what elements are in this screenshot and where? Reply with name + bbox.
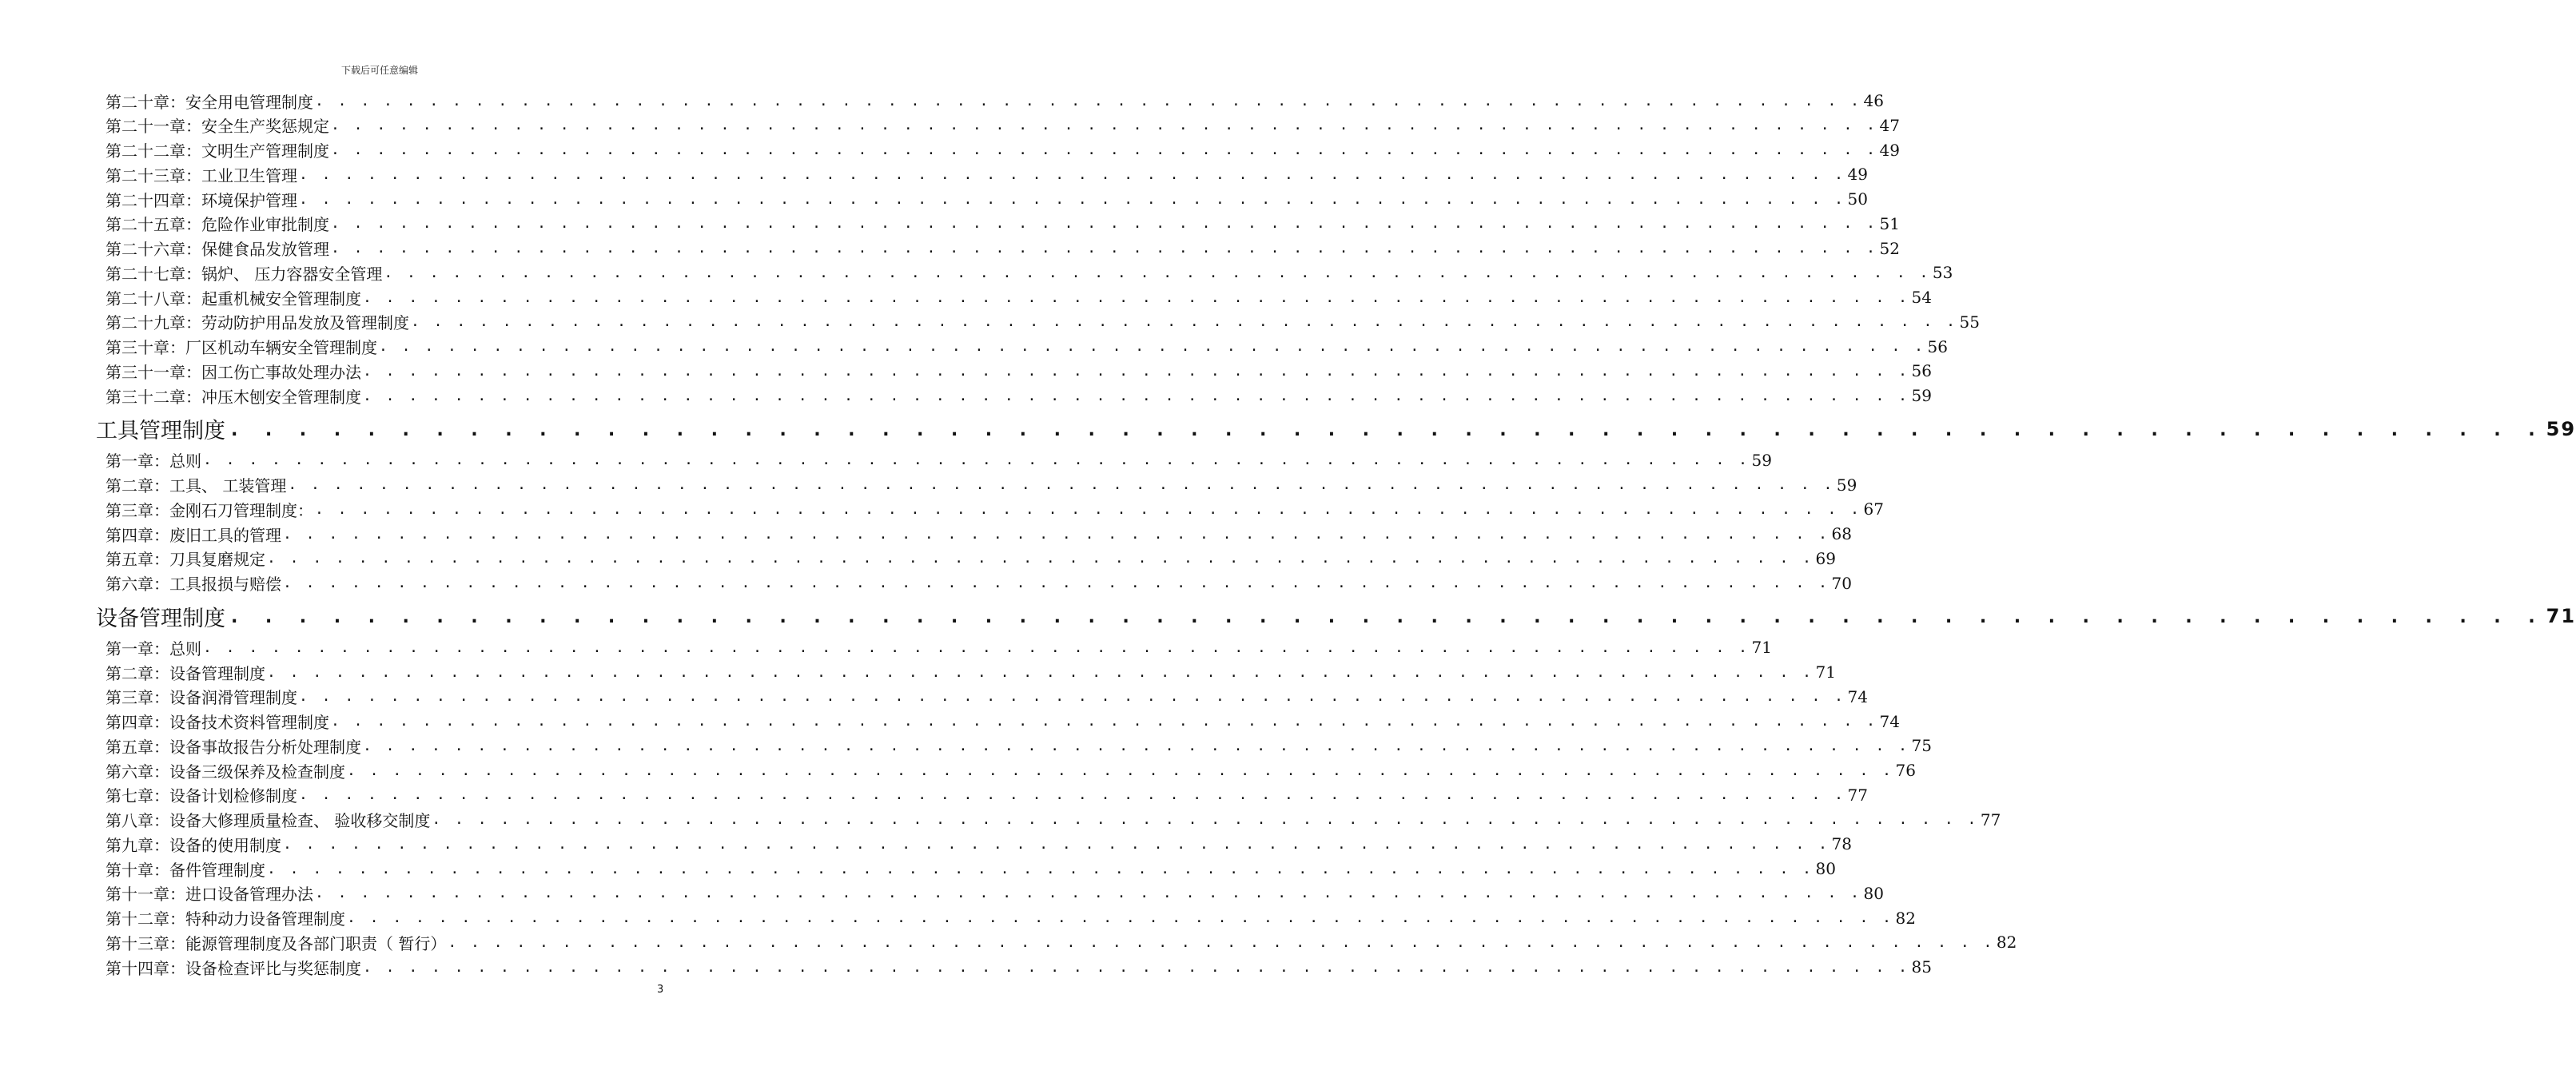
entry-page-number: 76 xyxy=(1895,761,1916,780)
dot-leader: . . . . . . . . . . . . . . . . . . . . . . . . . . . . . . . . . . . . . . . . . . . . . . . . . . . . . . . . . . . . . . . . . . . . xyxy=(384,264,1931,281)
section-page-number: 59 xyxy=(2546,417,2576,440)
entry-title: 第十二章：特种动力设备管理制度 xyxy=(106,909,345,929)
dot-leader: . . . . . . . . . . . . . . . . . . . . . . . . . . . . . . . . . . . . . . . . . . . . . . . . . . . . . . . . . . . . . . . . . . . . xyxy=(288,476,1835,493)
entry-title: 第二十六章：保健食品发放管理 xyxy=(106,240,329,259)
entry-page-number: 55 xyxy=(1959,312,1980,332)
dot-leader: . . . . . . . . . . . . . . . . . . . . . . . . . . . . . . . . . . . . . . . . . . . . . . . . . . . . . . . . . . . . . . . . . . . . xyxy=(299,688,1846,706)
entry-page-number: 56 xyxy=(1911,361,1932,381)
dot-leader: . . . . . . . . . . . . . . . . . . . . . . . . . . . . . . . . . . . . . . . . . . . . . . . . . . . . . . . . . . . . . . . . . . . . xyxy=(283,575,1830,591)
entry-title: 第五章：刀具复磨规定 xyxy=(106,550,265,570)
entry-title: 第二十九章：劳动防护用品发放及管理制度 xyxy=(106,313,409,333)
entry-page-number: 74 xyxy=(1879,711,1900,731)
entry-page-number: 74 xyxy=(1847,686,1868,706)
entry-title: 第八章：设备大修理质量检查、 验收移交制度 xyxy=(106,811,431,830)
toc-entry[interactable] xyxy=(106,162,1868,186)
entry-page-number: 69 xyxy=(1815,548,1836,568)
entry-page-number: 82 xyxy=(1895,908,1916,928)
entry-title: 第二章：工具、 工装管理 xyxy=(106,476,287,495)
entry-page-number: 82 xyxy=(1996,933,2017,953)
dot-leader: . . . . . . . . . . . . . . . . . . . . . . . . . . . . . . . . . . . . . . . . . . . . . . . . . . . . . . . . . . . . . . . . . . . . xyxy=(347,762,1894,779)
dot-leader: . . . . . . . . . . . . . . . . . . . . . . . . . . . . . . . . . . . . . . . . . . . . . . . . . . . . . . . . . . . . . . . . . . . . xyxy=(299,165,1846,183)
dot-leader: . . . . . . . . . . . . . . . . . . . . . . . . . . . . . . . . . . . . . . . . . . . . . . . . . . . . . . . . . . . . . . . . . . . . xyxy=(299,786,1846,804)
toc-entry[interactable] xyxy=(106,113,1900,137)
dot-leader: . . . . . . . . . . . . . . . . . . . . . . . . . . . . . . . . . . . . . . . . . . . . . . . . . . . . . . . . . . . . . . . . . . . . xyxy=(379,338,1926,355)
toc-entry[interactable] xyxy=(106,285,1932,309)
entry-title: 第十四章：设备检查评比与奖惩制度 xyxy=(106,958,361,978)
entry-title: 第十一章：进口设备管理办法 xyxy=(106,885,313,905)
dot-leader: . . . . . . . . . . . . . . . . . . . . . . . . . . . . . . . . . . . . . . . . . . . . . . . . . . . . . . . . . . . . . . . . . . . . xyxy=(283,835,1830,853)
entry-page-number: 68 xyxy=(1831,524,1852,543)
dot-leader: . . . . . . . . . . . . . . . . . . . . . . . . . . . . . . . . . . . . . . . . . . . . . . . . . . . . . . . . . . . . . . . . . . . . xyxy=(363,958,1910,976)
toc-entry[interactable] xyxy=(106,734,1932,758)
entry-title: 第二十五章：危险作业审批制度 xyxy=(106,215,329,235)
dot-leader: . . . . . . . . . . . . . . . . . . . . . . . . . . . . . . . . . . . . . . . . . . . . . . . . . . . . . . . . . . . . . . . . . . . . xyxy=(203,638,1750,656)
dot-leader: . . . . . . . . . . . . . . . . . . . . . . . . . . . . . . . . . . . . . . . . . . . . . . . . . . . . . . . . . . . . . . . . . . . . xyxy=(299,190,1846,208)
toc-entry[interactable] xyxy=(106,212,1900,236)
toc-entry[interactable] xyxy=(106,930,2017,954)
page-number: 3 xyxy=(657,984,664,996)
toc-entry[interactable] xyxy=(106,522,1852,546)
toc-entry[interactable] xyxy=(106,473,1857,497)
entry-page-number: 80 xyxy=(1815,859,1836,878)
toc-entry[interactable] xyxy=(106,710,1900,734)
entry-title: 第二十八章：起重机械安全管理制度 xyxy=(106,288,361,308)
entry-title: 第二十四章：环境保护管理 xyxy=(106,190,297,210)
toc-entry[interactable] xyxy=(106,783,1868,807)
toc-entry[interactable] xyxy=(106,881,1884,905)
toc-section-heading[interactable] xyxy=(96,600,2576,632)
dot-leader: . . . . . . . . . . . . . . . . . . . . . . . . . . . . . . . . . . . . . . . . . . . . . . . . . . . . . . . . . . . . . . . . . . . . xyxy=(363,362,1910,380)
entry-page-number: 71 xyxy=(1815,662,1836,682)
toc-entry[interactable] xyxy=(106,571,1852,595)
dot-leader: . . . . . . . . . . . . . . . . . . . . . . . . . . . . . . . . . . . . . . . . . . . . . . . . . . . . . . . . . . . . . . . . . . . . xyxy=(363,288,1910,306)
entry-page-number: 80 xyxy=(1863,883,1884,903)
toc-entry[interactable] xyxy=(106,310,1980,334)
entry-title: 第二十二章：文明生产管理制度 xyxy=(106,141,329,161)
entry-page-number: 47 xyxy=(1879,115,1900,135)
entry-page-number: 71 xyxy=(1751,638,1772,658)
toc-entry[interactable] xyxy=(106,359,1932,383)
entry-title: 第四章：设备技术资料管理制度 xyxy=(106,713,329,732)
entry-page-number: 49 xyxy=(1847,165,1868,185)
dot-leader: . . . . . . . . . . . . . . . . . . . . . . . . . . . . . . . . . . . . . . . . . . . . . . . . . . . . . . . . . . . . . . . . . . . . xyxy=(331,713,1878,730)
entry-page-number: 46 xyxy=(1863,91,1884,110)
entry-page-number: 54 xyxy=(1911,288,1932,307)
entry-page-number: 78 xyxy=(1831,834,1852,854)
toc-entry[interactable] xyxy=(106,448,1772,472)
entry-title: 第六章：设备三级保养及检查制度 xyxy=(106,762,345,782)
entry-page-number: 70 xyxy=(1831,573,1852,593)
dot-leader: . . . . . . . . . . . . . . . . . . . . . . . . . . . . . . . . . . . . . . . . . . . . . . . . . . . . . . . . . . . . . . . . . . . . xyxy=(283,525,1830,543)
toc-entry[interactable] xyxy=(106,547,1836,571)
entry-title: 第二十章：安全用电管理制度 xyxy=(106,92,313,112)
toc-entry[interactable] xyxy=(106,685,1868,709)
dot-leader: . . . . . . . . . . . . . . . . . . . . . . . . . . . . . . . . . . . . . . . . . . . . . . . . . . . . . . . . . . . . . . . . . . . . xyxy=(229,417,2543,440)
entry-page-number: 77 xyxy=(1847,785,1868,805)
dot-leader: . . . . . . . . . . . . . . . . . . . . . . . . . . . . . . . . . . . . . . . . . . . . . . . . . . . . . . . . . . . . . . . . . . . . xyxy=(347,909,1894,926)
entry-page-number: 67 xyxy=(1863,499,1884,519)
toc-entry[interactable] xyxy=(106,906,1916,930)
entry-title: 第三十章：厂区机动车辆安全管理制度 xyxy=(106,338,377,357)
entry-page-number: 59 xyxy=(1836,475,1857,495)
toc-entry[interactable] xyxy=(106,832,1852,856)
entry-page-number: 49 xyxy=(1879,140,1900,160)
dot-leader: . . . . . . . . . . . . . . . . . . . . . . . . . . . . . . . . . . . . . . . . . . . . . . . . . . . . . . . . . . . . . . . . . . . . xyxy=(432,811,1979,828)
dot-leader: . . . . . . . . . . . . . . . . . . . . . . . . . . . . . . . . . . . . . . . . . . . . . . . . . . . . . . . . . . . . . . . . . . . . xyxy=(315,92,1862,109)
entry-page-number: 53 xyxy=(1932,263,1953,283)
entry-title: 第一章：总则 xyxy=(106,638,201,658)
entry-page-number: 51 xyxy=(1879,213,1900,233)
entry-title: 第三章：设备润滑管理制度 xyxy=(106,688,297,708)
dot-leader: . . . . . . . . . . . . . . . . . . . . . . . . . . . . . . . . . . . . . . . . . . . . . . . . . . . . . . . . . . . . . . . . . . . . xyxy=(267,550,1814,567)
entry-page-number: 77 xyxy=(1980,809,2001,829)
toc-entry[interactable] xyxy=(106,955,1932,979)
section-title: 设备管理制度 xyxy=(96,606,225,631)
toc-entry[interactable] xyxy=(106,497,1884,521)
entry-page-number: 56 xyxy=(1927,336,1948,356)
entry-title: 第五章：设备事故报告分析处理制度 xyxy=(106,737,361,757)
entry-title: 第三章：金刚石刀管理制度： xyxy=(106,500,313,520)
dot-leader: . . . . . . . . . . . . . . . . . . . . . . . . . . . . . . . . . . . . . . . . . . . . . . . . . . . . . . . . . . . . . . . . . . . . xyxy=(229,605,2543,628)
entry-page-number: 50 xyxy=(1847,189,1868,209)
toc-entry[interactable] xyxy=(106,808,2001,832)
entry-title: 第四章：废旧工具的管理 xyxy=(106,525,281,545)
toc-entry[interactable] xyxy=(106,89,1884,113)
entry-title: 第二章：设备管理制度 xyxy=(106,663,265,683)
dot-leader: . . . . . . . . . . . . . . . . . . . . . . . . . . . . . . . . . . . . . . . . . . . . . . . . . . . . . . . . . . . . . . . . . . . . xyxy=(331,117,1878,134)
entry-title: 第十章：备件管理制度 xyxy=(106,860,265,880)
toc-entry[interactable] xyxy=(106,758,1916,782)
dot-leader: . . . . . . . . . . . . . . . . . . . . . . . . . . . . . . . . . . . . . . . . . . . . . . . . . . . . . . . . . . . . . . . . . . . . xyxy=(203,451,1750,469)
toc-entry[interactable] xyxy=(106,660,1836,684)
section-title: 工具管理制度 xyxy=(96,419,225,444)
entry-title: 第二十七章：锅炉、 压力容器安全管理 xyxy=(106,264,383,284)
dot-leader: . . . . . . . . . . . . . . . . . . . . . . . . . . . . . . . . . . . . . . . . . . . . . . . . . . . . . . . . . . . . . . . . . . . . xyxy=(267,663,1814,681)
toc-entry[interactable] xyxy=(106,384,1932,408)
entry-page-number: 59 xyxy=(1911,386,1932,405)
entry-page-number: 59 xyxy=(1751,450,1772,470)
entry-page-number: 85 xyxy=(1911,957,1932,977)
entry-title: 第六章：工具报损与赔偿 xyxy=(106,575,281,594)
entry-title: 第九章：设备的使用制度 xyxy=(106,835,281,855)
dot-leader: . . . . . . . . . . . . . . . . . . . . . . . . . . . . . . . . . . . . . . . . . . . . . . . . . . . . . . . . . . . . . . . . . . . . xyxy=(315,885,1862,902)
entry-title: 第二十一章：安全生产奖惩规定 xyxy=(106,117,329,137)
toc-entry[interactable] xyxy=(106,261,1953,284)
dot-leader: . . . . . . . . . . . . . . . . . . . . . . . . . . . . . . . . . . . . . . . . . . . . . . . . . . . . . . . . . . . . . . . . . . . . xyxy=(448,933,1995,951)
toc-entry[interactable] xyxy=(106,138,1900,162)
page-header: 下载后可任意编辑 xyxy=(340,65,418,76)
dot-leader: . . . . . . . . . . . . . . . . . . . . . . . . . . . . . . . . . . . . . . . . . . . . . . . . . . . . . . . . . . . . . . . . . . . . xyxy=(331,240,1878,257)
entry-title: 第二十三章：工业卫生管理 xyxy=(106,165,297,185)
toc-entry[interactable] xyxy=(106,635,1772,659)
dot-leader: . . . . . . . . . . . . . . . . . . . . . . . . . . . . . . . . . . . . . . . . . . . . . . . . . . . . . . . . . . . . . . . . . . . . xyxy=(331,141,1878,158)
toc-entry[interactable] xyxy=(106,335,1948,359)
entry-page-number: 75 xyxy=(1911,736,1932,756)
dot-leader: . . . . . . . . . . . . . . . . . . . . . . . . . . . . . . . . . . . . . . . . . . . . . . . . . . . . . . . . . . . . . . . . . . . . xyxy=(411,313,1958,331)
entry-title: 第十三章：能源管理制度及各部门职责（ 暂行） xyxy=(106,933,447,953)
toc-entry[interactable] xyxy=(106,857,1836,881)
toc-entry[interactable] xyxy=(106,237,1900,261)
dot-leader: . . . . . . . . . . . . . . . . . . . . . . . . . . . . . . . . . . . . . . . . . . . . . . . . . . . . . . . . . . . . . . . . . . . . xyxy=(267,860,1814,877)
entry-title: 第三十二章：冲压木刨安全管理制度 xyxy=(106,387,361,407)
dot-leader: . . . . . . . . . . . . . . . . . . . . . . . . . . . . . . . . . . . . . . . . . . . . . . . . . . . . . . . . . . . . . . . . . . . . xyxy=(363,387,1910,404)
entry-title: 第三十一章：因工伤亡事故处理办法 xyxy=(106,362,361,382)
toc-entry[interactable] xyxy=(106,187,1868,211)
dot-leader: . . . . . . . . . . . . . . . . . . . . . . . . . . . . . . . . . . . . . . . . . . . . . . . . . . . . . . . . . . . . . . . . . . . . xyxy=(331,215,1878,233)
toc-section-heading[interactable] xyxy=(96,413,2576,445)
entry-title: 第七章：设备计划检修制度 xyxy=(106,786,297,806)
dot-leader: . . . . . . . . . . . . . . . . . . . . . . . . . . . . . . . . . . . . . . . . . . . . . . . . . . . . . . . . . . . . . . . . . . . . xyxy=(363,737,1910,754)
dot-leader: . . . . . . . . . . . . . . . . . . . . . . . . . . . . . . . . . . . . . . . . . . . . . . . . . . . . . . . . . . . . . . . . . . . . xyxy=(315,500,1862,518)
section-page-number: 71 xyxy=(2546,605,2576,628)
entry-title: 第一章：总则 xyxy=(106,451,201,471)
entry-page-number: 52 xyxy=(1879,238,1900,258)
